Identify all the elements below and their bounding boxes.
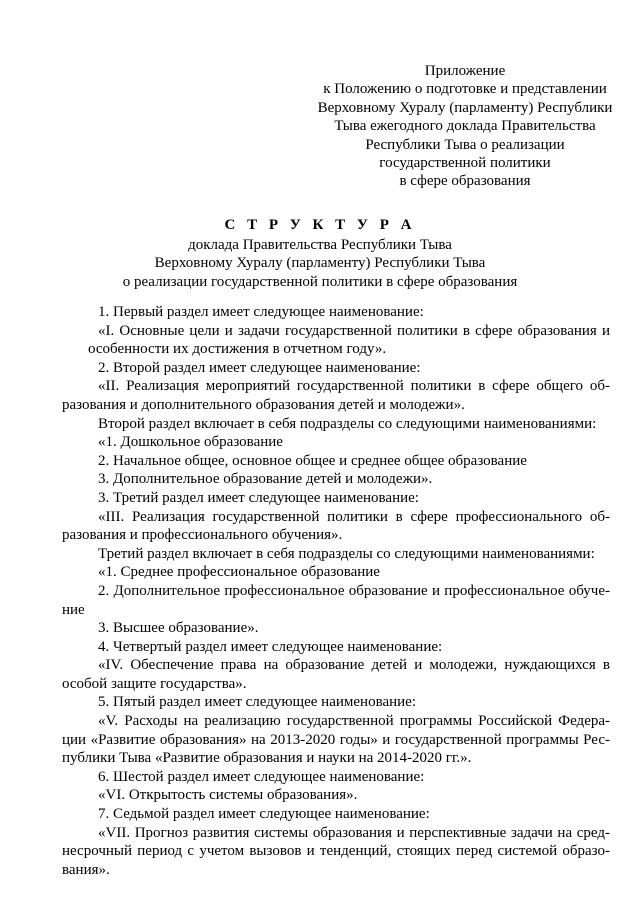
body-line: 6. Шестой раздел имеет следующее наименование: [98, 768, 425, 785]
body-line: 2. Начальное общее, основное общее и среднее общее образование [98, 452, 527, 469]
body-line: «V. Расходы на реализацию государственной программы Российской Федера- [98, 713, 610, 730]
body-line: Второй раздел включает в себя подразделы со следующими наименованиями: [98, 415, 597, 432]
body-line: «III. Реализация государственной политики в сфере профессионального об- [98, 508, 610, 525]
body-line: 3. Высшее образование». [98, 620, 259, 637]
body-line: 2. Дополнительное профессиональное образование и профессиональное обуче- [98, 582, 610, 599]
body-line: 3. Третий раздел имеет следующее наименование: [98, 489, 419, 506]
body-line: 3. Дополнительное образование детей и молодежи». [98, 471, 433, 488]
body-line: ние [62, 601, 85, 618]
body-line: 4. Четвертый раздел имеет следующее наименование: [98, 638, 443, 655]
body-line: «VI. Открытость системы образования». [98, 787, 358, 804]
appendix-line: Верховному Хуралу (парламенту) Республики [317, 99, 613, 116]
appendix-header [290, 62, 640, 191]
subtitle-line: Верховному Хуралу (парламенту) Республики Тыва [154, 255, 486, 272]
appendix-line: государственной политики [379, 155, 551, 172]
body-line: 2. Второй раздел имеет следующее наименование: [98, 359, 421, 376]
document-body [62, 303, 610, 879]
appendix-line: Республики Тыва о реализации [365, 136, 565, 153]
body-line: разования и дополнительного образования детей и молодежи». [62, 396, 465, 413]
body-line: несрочный период с учетом вызовов и тенденций, стоящих перед системой образо- [62, 843, 610, 860]
body-line: «VII. Прогноз развития системы образования и перспективные задачи на сред- [98, 824, 610, 841]
body-line: Третий раздел включает в себя подразделы со следующими наименованиями: [98, 545, 595, 562]
body-line: 1. Первый раздел имеет следующее наименование: [98, 304, 424, 320]
body-line: публики Тыва «Развитие образования и науки на 2014-2020 гг.». [62, 750, 472, 767]
appendix-line: в сфере образования [399, 173, 531, 190]
document-subtitle [0, 236, 640, 291]
appendix-line: Приложение [424, 63, 506, 79]
appendix-line: Тыва ежегодного доклада Правительства [334, 118, 596, 135]
body-line: 5. Пятый раздел имеет следующее наименование: [98, 694, 416, 711]
body-line: ции «Развитие образования» на 2013-2020 годы» и государственной программы Рес- [62, 731, 610, 748]
body-line: разования и профессионального обучения». [62, 527, 343, 544]
body-line: особенности их достижения в отчетном году». [88, 341, 387, 358]
body-line: вания». [62, 861, 110, 878]
body-line: особой защите государства». [62, 675, 247, 692]
appendix-line: к Положению о подготовке и представлении [323, 81, 607, 98]
subtitle-line: о реализации государственной политики в сфере образования [122, 273, 518, 290]
body-line: «1. Среднее профессиональное образование [98, 564, 380, 581]
body-line: «1. Дошкольное образование [98, 434, 283, 451]
body-line: «I. Основные цели и задачи государственной политики в сфере образования и [98, 322, 610, 339]
document-title: С Т Р У К Т У Р А [224, 217, 416, 233]
subtitle-line: доклада Правительства Республики Тыва [188, 237, 452, 253]
body-line: 7. Седьмой раздел имеет следующее наименование: [98, 806, 430, 823]
body-line: «IV. Обеспечение права на образование детей и молодежи, нуждающихся в [98, 657, 610, 674]
body-line: «II. Реализация мероприятий государственной политики в сфере общего об- [98, 378, 610, 395]
